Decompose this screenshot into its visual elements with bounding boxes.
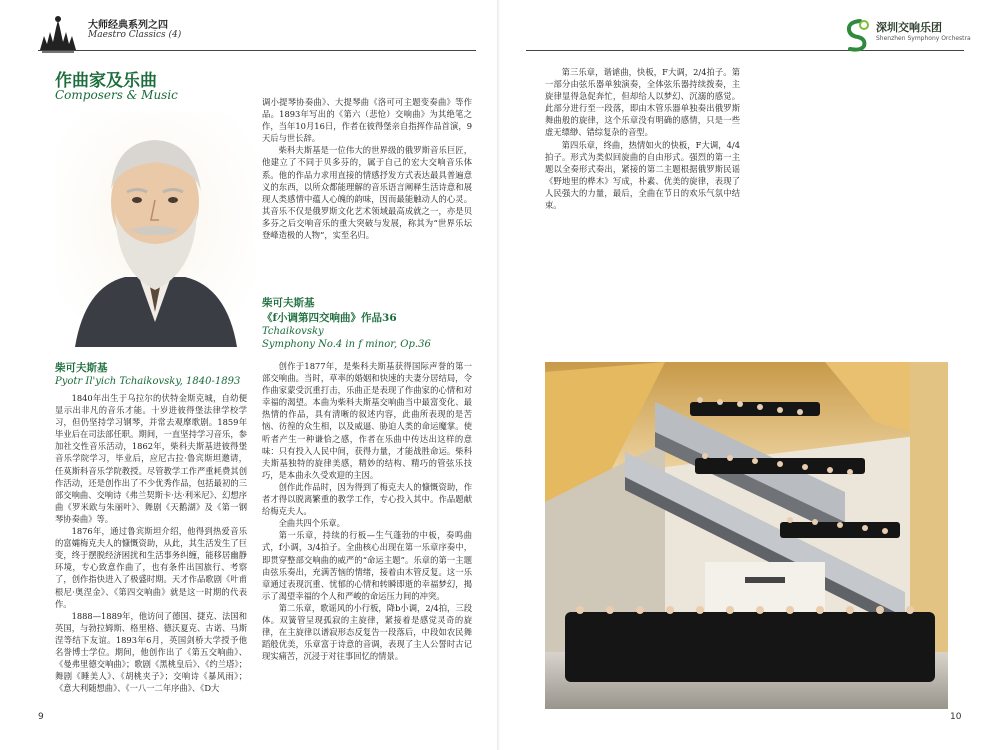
paragraph: 1840年出生于乌拉尔的伏特金斯克城，自幼便显示出非凡的音乐才能。十岁进彼得堡法律学校学习，但仍坚持学习钢琴，并常去观摩歌剧。1859年毕业后在司法部任职。期间，一直坚持学习音乐，参加社交性音乐活动，1862年，柴科夫斯基进彼得堡音乐学院学习，毕业后，应尼古拉·鲁宾斯坦邀请，任莫斯科音乐学院教授。尽管教学工作严重耗费其创作活动，还是创作出了不少优秀作品，包括最初的三部交响曲、交响诗《弗兰契斯卡·达·利米尼》、幻想序曲《罗米欧与朱丽叶》、舞剧《天鹅湖》及《第一钢琴协奏曲》等。 (55, 393, 247, 524)
paragraph: 调小提琴协奏曲》、大提琴曲《洛可可主题变奏曲》等作品。1893年写出的《第六（悲怆）交响曲》为其绝笔之作，当年10月16日，作者在彼得堡亲自指挥作品首演，9天后与世长辞。 (262, 97, 472, 144)
page-number-left: 9 (38, 712, 44, 722)
header-divider (38, 50, 476, 51)
paragraph: 全曲共四个乐章。 (278, 518, 345, 529)
paragraph: 1876年，通过鲁宾斯坦介绍，他得到热爱音乐的富孀梅克夫人的慷慨资助，从此，其生活发生了巨变，终于摆脱经济困扰和生活事务纠缠，能移居幽静环境，专心致意作曲了，也有条件出国旅行、考察了，创作指快进入了极盛时期。天才作品歌剧《叶甫根尼·奥涅金》、《第四交响曲》就是这一时期的代表作。 (55, 526, 247, 609)
work-title-en: Symphony No.4 in f minor, Op.36 (262, 339, 431, 350)
column-work-notes (262, 360, 472, 662)
paragraph: 第一乐章，持续的行板—生气蓬勃的中板，奏鸣曲式，f小调，3/4拍子。全曲核心出现在第一乐章序奏中，即贯穿整部交响曲的威严的“命运主题”。乐章的第一主题由弦乐奏出，充满苦恼的情绪，接着由木管反复。这一乐章通过表现沉重、忧郁的心情和转瞬即逝的幸福梦幻，揭示了渴望幸福的个人和严峻的命运压力间的冲突。 (262, 530, 472, 601)
section-title: 作曲家及乐曲 (55, 71, 157, 91)
paragraph: 创作此作品时，因为得到了梅克夫人的慷慨资助，作者才得以脱离繁重的教学工作，专心投入其中。作品题献给梅克夫人。 (262, 481, 472, 517)
column-movements (545, 66, 740, 211)
paragraph: 第二乐章，歌谣风的小行板，降b小调，2/4拍，三段体。双簧管呈现孤寂的主旋律，紧接着是感觉灵奇的旋律，在主旋律以谱寂形态反复告一段落后，中段如农民舞蹈般优美，乐章富于诗意的音调，表现了主人公誓时古记现实痛苦，沉浸于对往事回忆的情景。 (262, 602, 472, 662)
orchestra-group-photo (545, 362, 948, 709)
column-biography (55, 392, 247, 694)
work-composer-en: Tchaikovsky (262, 326, 324, 337)
work-composer: 柴可夫斯基 (262, 297, 315, 309)
orchestra-name-en: Shenzhen Symphony Orchestra (876, 35, 971, 42)
composer-name-en: Pyotr Il'yich Tchaikovsky, 1840-1893 (55, 376, 241, 387)
section-subtitle: Composers & Music (55, 88, 178, 102)
paragraph: 1888—1889年，他访问了德国、捷克、法国和英国，与勃拉姆斯、格里格、德沃夏克、古诺、马斯涅等结下友谊。1893年6月，英国剑桥大学授予他名誉博士学位。期间，他创作出了《第五交响曲》、《曼弗里德交响曲》；歌剧《黑桃皇后》、《约兰塔》；舞剧《睡美人》、《胡桃夹子》；交响诗《暴风雨》；《意大利随想曲》、《一八一二年序曲》、《D大 (55, 610, 247, 694)
paragraph: 第三乐章，谐谑曲，快板，F大调，2/4拍子。第一部分由弦乐器单独演奏，全体弦乐器持续拨奏，主旋律显得急促奔忙，但却给人以梦幻、沉溺的感觉。此部分进行至一段落，即由木管乐器单独奏出俄罗斯舞曲般的旋律，这个乐章没有明确的感情，只是一些虚无缥缈、错综复杂的音型。 (545, 67, 740, 138)
paragraph: 第四乐章，终曲，热情如火的快板，F大调，4/4拍子。形式为类似回旋曲的自由形式。强烈的第一主题以全奏形式奏出，紧接的第二主题根据俄罗斯民谣《野地里的桦木》写成，朴素、优美的旋律，表现了人民强大的力量，最后，全曲在节日的欢乐气氛中结束。 (545, 139, 740, 211)
series-subtitle: Maestro Classics (4) (88, 30, 182, 40)
paragraph: 柴科夫斯基是一位伟大的世界级的俄罗斯音乐巨匠，他建立了不同于贝多芬的，属于自己的宏大交响音乐体系。他的作品力求用直接的情感抒发方式表达最具普遍意义的东西，以所众都能理解的音乐语言阐释生活诗意和展现人类感情中蕴人心魄的韵味，因而最能触动人的心灵。其音乐不仅是俄罗斯文化艺术领域最高成就之一，亦是贝多芬之后交响音乐的重大突破与发展，称其为“世界乐坛登峰造极的人物”，实至名归。 (262, 145, 472, 241)
work-title: 《f小调第四交响曲》作品36 (262, 312, 397, 324)
header-divider-right (526, 50, 964, 51)
composer-portrait (55, 112, 255, 347)
page-number-right: 10 (950, 712, 962, 722)
column-biography-cont (262, 96, 472, 241)
orchestra-name: 深圳交响乐团 (876, 21, 942, 34)
orchestra-silhouette-icon (38, 14, 78, 54)
series-title: 大师经典系列之四 (88, 20, 168, 31)
composer-name: 柴可夫斯基 (55, 362, 108, 374)
paragraph: 创作于1877年，是柴科夫斯基获得国际声誉的第一部交响曲。当时，草率的婚姻和快速的夫妻分居结局，令作曲家蒙受沉重打击，乐曲正是表现了作曲家的心情和对幸福的渴望。本曲为柴科夫斯基交响曲当中最富变化、最热情的作品，具有清晰的叙述内容，此曲所表现的是苦恼、彷徨的众生相，以及威逼、胁迫人类的命运魔掌。使听者产生一种谦恰之感，作者在乐曲中传达出这样的意味：只有投入人民中间，获得力量，才能战胜命运。柴科夫斯基独特的旋律美感，精妙的结构、精巧的管弦乐技巧，是本曲永久受欢迎的主因。 (262, 361, 472, 480)
orchestra-logo-icon (840, 18, 872, 52)
